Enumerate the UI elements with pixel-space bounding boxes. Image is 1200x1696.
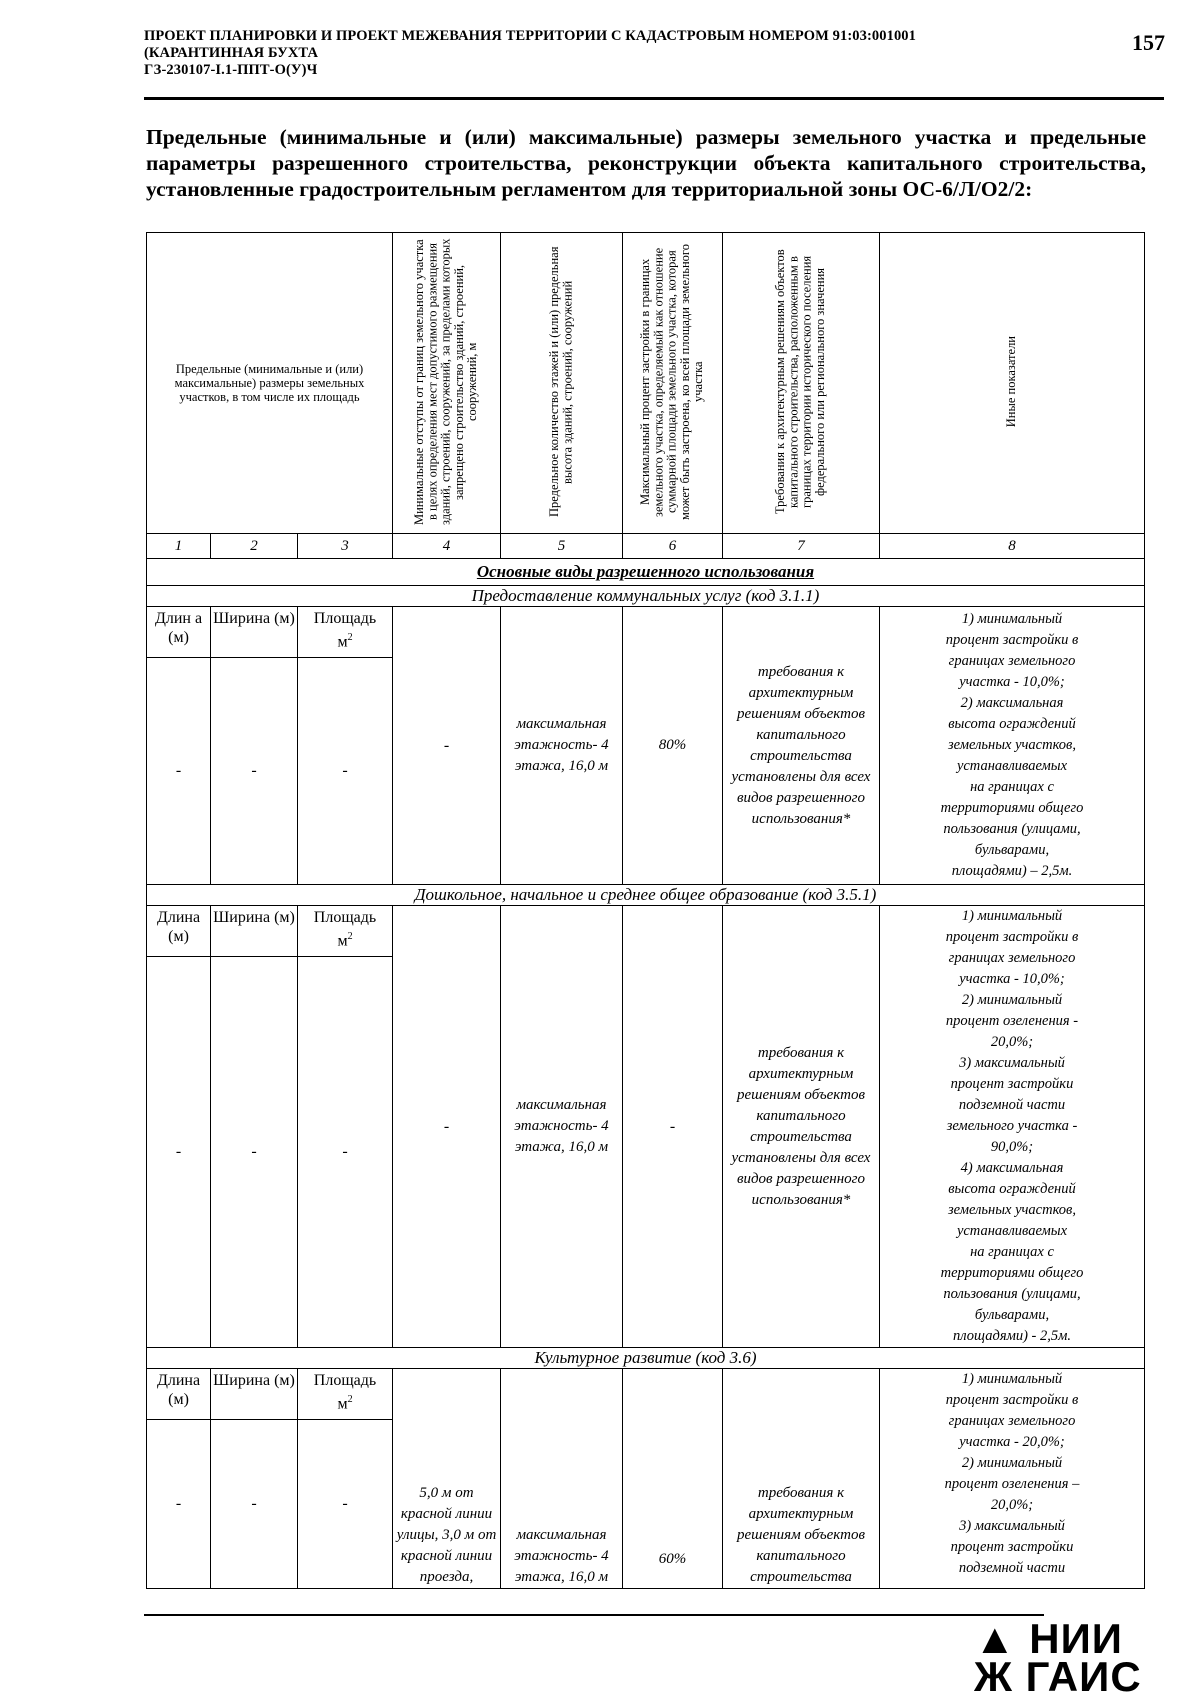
indicator-line: 2) минимальный [961, 992, 1063, 1008]
indicator-line: участка - 10,0%; [959, 674, 1065, 690]
column-number: 1 [147, 534, 211, 559]
column-number-row [147, 534, 1145, 559]
indicator-line: 20,0%; [990, 1034, 1034, 1050]
indicator-line: 90,0%; [990, 1139, 1034, 1155]
width-value: - [211, 1420, 298, 1589]
size-label-length: Длин а (м) [147, 607, 211, 658]
page-title: Предельные (минимальные и (или) максимальные) размеры земельного участка и предельные параметры разрешенного строительства, реконструкции объекта капитального строительства, установленные градостроительным регламентом для территориальной зоны ОС-6/Л/О2/2: [146, 125, 1146, 201]
indicator-line: процент застройки в [945, 632, 1079, 648]
indicator-line: высота ограждений [948, 1181, 1076, 1197]
header-cell-other-text: Иные показатели [1004, 335, 1019, 428]
indicator-line: земельного участка - [946, 1118, 1078, 1134]
section-title-text: Основные виды разрешенного использования [476, 562, 815, 581]
header-cell-coverage [623, 233, 723, 534]
indicator-line: на границах с [970, 779, 1054, 795]
column-number: 8 [880, 534, 1145, 559]
group-title-row [147, 885, 1145, 906]
coverage-value: 80% [623, 607, 723, 885]
length-value: - [147, 1420, 211, 1589]
header-cell-setbacks [393, 233, 501, 534]
indicator-line: пользования (улицами, [943, 1286, 1081, 1302]
indicator-line: 20,0%; [990, 1497, 1034, 1513]
company-logo [974, 1620, 1160, 1696]
floors-value: максимальная этажность- 4 этажа, 16,0 м [501, 1369, 623, 1589]
other-indicators [880, 607, 1145, 885]
indicator-line: бульварами, [974, 842, 1050, 858]
size-label-row [147, 906, 1145, 957]
document-header [144, 28, 1064, 79]
indicator-line: площадями) – 2,5м. [951, 863, 1073, 879]
indicator-line: границах земельного [948, 1413, 1076, 1429]
indicator-line: территориями общего [940, 800, 1084, 816]
logo-line-2: Ж ГАИС [974, 1658, 1160, 1696]
size-label-area: Площадь $м^2$ [298, 906, 393, 957]
column-number: 7 [723, 534, 880, 559]
indicator-line: подземной части [958, 1560, 1066, 1576]
area-value: - [298, 1420, 393, 1589]
indicator-line: границах земельного [948, 950, 1076, 966]
footer-divider [144, 1614, 1044, 1616]
regulation-table [146, 232, 1145, 1589]
architecture-value: требования к архитектурным решениям объектов капитального строительства [723, 1369, 880, 1589]
header-line-2: (КАРАНТИННАЯ БУХТА [144, 45, 319, 61]
size-label-row [147, 607, 1145, 658]
indicator-line: процент застройки в [945, 1392, 1079, 1408]
indicator-line: процент застройки в [945, 929, 1079, 945]
indicator-line: подземной части [958, 1097, 1066, 1113]
indicator-line: участка - 10,0%; [959, 971, 1065, 987]
floors-value: максимальная этажность- 4 этажа, 16,0 м [501, 607, 623, 885]
indicator-line: на границах с [970, 1244, 1054, 1260]
indicator-line: процент застройки [950, 1076, 1074, 1092]
indicator-line: 2) максимальная [960, 695, 1064, 711]
setback-value: - [393, 906, 501, 1348]
indicator-line: бульварами, [974, 1307, 1050, 1323]
header-cell-floors [501, 233, 623, 534]
header-cell-coverage-text: Максимальный процент застройки в границах земельного участка, определяемый как отношение суммарной площади земельного участка, которая может быть застроена, ко всей площади земельного участка [638, 243, 706, 520]
width-value: - [211, 957, 298, 1348]
architecture-value: требования к архитектурным решениям объектов капитального строительства установлены для всех видов разрешенного использования* [723, 906, 880, 1348]
table-header-row [147, 233, 1145, 534]
indicator-line: высота ограждений [948, 716, 1076, 732]
length-value: - [147, 658, 211, 885]
other-indicators [880, 906, 1145, 1348]
indicator-line: границах земельного [948, 653, 1076, 669]
indicator-line: 1) минимальный [961, 611, 1063, 627]
indicator-line: 2) минимальный [961, 1455, 1063, 1471]
header-cell-architecture-text: Требования к архитектурным решениям объектов капитального строительства, расположенным в границах территории исторического поселения федерального или регионального значения [773, 249, 828, 514]
indicator-line: площадями) - 2,5м. [952, 1328, 1072, 1344]
header-line-3: ГЗ-230107-I.1-ППТ-О(У)Ч [144, 62, 318, 78]
group-title-row [147, 1348, 1145, 1369]
area-value: - [298, 957, 393, 1348]
logo-line-1: ▲ НИИ [974, 1620, 1160, 1658]
column-number: 5 [501, 534, 623, 559]
header-cell-floors-text: Предельное количество этажей и (или) предельная высота зданий, строений, сооружений [547, 246, 575, 517]
area-value: - [298, 658, 393, 885]
page-number: 157 [1132, 30, 1165, 55]
indicator-line: территориями общего [940, 1265, 1084, 1281]
architecture-value: требования к архитектурным решениям объектов капитального строительства установлены для всех видов разрешенного использования* [723, 607, 880, 885]
size-label-length: Длина (м) [147, 906, 211, 957]
indicator-line: процент озеленения – [944, 1476, 1080, 1492]
indicator-line: 3) максимальный [959, 1518, 1065, 1534]
header-divider [144, 97, 1164, 100]
size-label-width: Ширина (м) [211, 607, 298, 658]
setback-value: - [393, 607, 501, 885]
indicator-line: 3) максимальный [959, 1055, 1065, 1071]
indicator-line: 1) минимальный [961, 908, 1063, 924]
column-number: 2 [211, 534, 298, 559]
header-cell-setbacks-text: Минимальные отступы от границ земельного участка в целях определения мест допустимого размещения зданий, строений, сооружений, за пределами которых запрещено строительство зданий, строений, сооружений, м [412, 238, 480, 525]
column-number: 4 [393, 534, 501, 559]
indicator-line: 4) максимальная [960, 1160, 1064, 1176]
header-line-1: ПРОЕКТ ПЛАНИРОВКИ И ПРОЕКТ МЕЖЕВАНИЯ ТЕРРИТОРИИ С КАДАСТРОВЫМ НОМЕРОМ 91:03:001001 [144, 28, 917, 44]
header-cell-sizes-text: Предельные (минимальные и (или) максимальные) размеры земельных участков, в том числе их площадь [174, 362, 365, 404]
header-cell-other [880, 233, 1145, 534]
indicator-line: процент застройки [950, 1539, 1074, 1555]
section-title [147, 559, 1145, 586]
indicator-line: участка - 20,0%; [959, 1434, 1065, 1450]
section-title-row [147, 559, 1145, 586]
indicator-line: процент озеленения - [945, 1013, 1079, 1029]
width-value: - [211, 658, 298, 885]
logo-text-2: ГАИС [1025, 1653, 1142, 1696]
indicator-line: устанавливаемых [956, 1223, 1068, 1239]
other-indicators [880, 1369, 1145, 1589]
column-number: 6 [623, 534, 723, 559]
group-title: Дошкольное, начальное и среднее общее образование (код 3.5.1) [147, 885, 1145, 906]
size-label-length: Длина (м) [147, 1369, 211, 1420]
column-number: 3 [298, 534, 393, 559]
floors-value: максимальная этажность- 4 этажа, 16,0 м [501, 906, 623, 1348]
indicator-line: устанавливаемых [956, 758, 1068, 774]
length-value: - [147, 957, 211, 1348]
header-cell-architecture [723, 233, 880, 534]
coverage-value: 60% [623, 1369, 723, 1589]
indicator-line: земельных участков, [948, 737, 1076, 753]
indicator-line: 1) минимальный [961, 1371, 1063, 1387]
group-title: Предоставление коммунальных услуг (код 3.1.1) [147, 586, 1145, 607]
header-cell-sizes [147, 233, 393, 534]
setback-value: 5,0 м от красной линии улицы, 3,0 м от красной линии проезда, [393, 1369, 501, 1589]
size-label-row [147, 1369, 1145, 1420]
size-label-width: Ширина (м) [211, 1369, 298, 1420]
size-label-area: Площадь $м^2$ [298, 607, 393, 658]
group-title-row [147, 586, 1145, 607]
logo-text-1: НИИ [1029, 1620, 1123, 1662]
size-label-area: Площадь $м^2$ [298, 1369, 393, 1420]
indicator-line: земельных участков, [948, 1202, 1076, 1218]
indicator-line: пользования (улицами, [943, 821, 1081, 837]
coverage-value: - [623, 906, 723, 1348]
size-label-width: Ширина (м) [211, 906, 298, 957]
group-title: Культурное развитие (код 3.6) [147, 1348, 1145, 1369]
